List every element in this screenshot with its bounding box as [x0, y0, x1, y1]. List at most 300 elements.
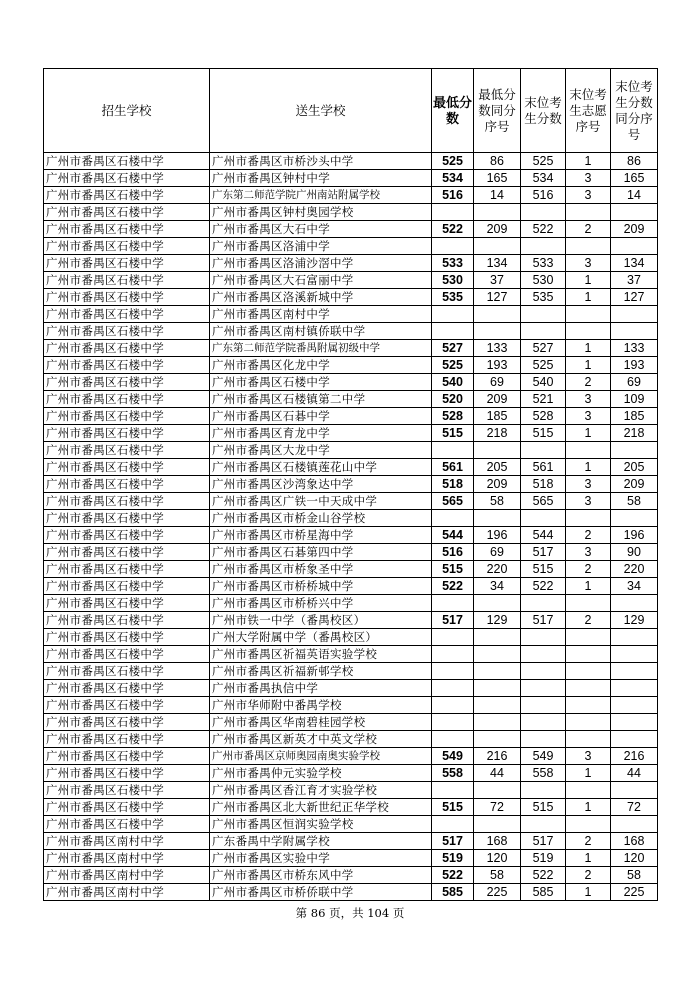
- sending-school-cell: 广州市番禺区市桥侨联中学: [210, 884, 432, 901]
- min-score-rank-cell: [474, 782, 521, 799]
- last-choice-order-cell: [566, 442, 611, 459]
- min-score-cell: 534: [432, 170, 474, 187]
- last-score-cell: 535: [521, 289, 566, 306]
- min-score-cell: [432, 238, 474, 255]
- min-score-cell: 549: [432, 748, 474, 765]
- last-score-rank-cell: 58: [611, 867, 658, 884]
- enrolling-school-cell: 广州市番禺区石楼中学: [44, 459, 210, 476]
- min-score-cell: 533: [432, 255, 474, 272]
- last-score-cell: 533: [521, 255, 566, 272]
- enrolling-school-cell: 广州市番禺区石楼中学: [44, 323, 210, 340]
- min-score-cell: 522: [432, 867, 474, 884]
- last-choice-order-cell: 1: [566, 425, 611, 442]
- min-score-cell: [432, 816, 474, 833]
- enrolling-school-cell: 广州市番禺区石楼中学: [44, 544, 210, 561]
- enrolling-school-cell: 广州市番禺区石楼中学: [44, 442, 210, 459]
- enrolling-school-cell: 广州市番禺区石楼中学: [44, 510, 210, 527]
- last-score-cell: 561: [521, 459, 566, 476]
- min-score-cell: 517: [432, 833, 474, 850]
- last-choice-order-cell: 3: [566, 544, 611, 561]
- last-score-rank-cell: 44: [611, 765, 658, 782]
- min-score-cell: 535: [432, 289, 474, 306]
- min-score-cell: 522: [432, 578, 474, 595]
- table-row: [44, 442, 658, 459]
- enrolling-school-cell: 广州市番禺区南村中学: [44, 850, 210, 867]
- last-score-rank-cell: 37: [611, 272, 658, 289]
- last-score-cell: [521, 510, 566, 527]
- enrolling-school-cell: 广州市番禺区石楼中学: [44, 476, 210, 493]
- last-choice-order-cell: [566, 323, 611, 340]
- table-header-row: [44, 69, 658, 153]
- table-row: [44, 595, 658, 612]
- min-score-cell: 517: [432, 612, 474, 629]
- min-score-cell: 544: [432, 527, 474, 544]
- table-row: [44, 374, 658, 391]
- last-score-rank-cell: 14: [611, 187, 658, 204]
- sending-school-cell: 广州市番禺区祈福英语实验学校: [210, 646, 432, 663]
- admission-table: [43, 68, 658, 901]
- last-choice-order-cell: [566, 680, 611, 697]
- sending-school-cell: 广州市番禺区华南碧桂园学校: [210, 714, 432, 731]
- enrolling-school-cell: 广州市番禺区石楼中学: [44, 357, 210, 374]
- min-score-rank-cell: 127: [474, 289, 521, 306]
- table-row: [44, 391, 658, 408]
- last-score-rank-cell: [611, 238, 658, 255]
- table-row: [44, 221, 658, 238]
- min-score-rank-cell: [474, 442, 521, 459]
- enrolling-school-cell: 广州市番禺区石楼中学: [44, 612, 210, 629]
- last-score-cell: 540: [521, 374, 566, 391]
- last-score-rank-cell: 69: [611, 374, 658, 391]
- sending-school-cell: 广州市番禺区钟村中学: [210, 170, 432, 187]
- sending-school-cell: 广东番禺中学附属学校: [210, 833, 432, 850]
- sending-school-cell: 广州市番禺区北大新世纪正华学校: [210, 799, 432, 816]
- min-score-cell: [432, 697, 474, 714]
- min-score-rank-cell: 220: [474, 561, 521, 578]
- sending-school-cell: 广州市华师附中番禺学校: [210, 697, 432, 714]
- sending-school-cell: 广州市番禺区洛浦中学: [210, 238, 432, 255]
- last-choice-order-cell: [566, 306, 611, 323]
- header-sending-school: 送生学校: [210, 69, 432, 153]
- last-score-cell: 585: [521, 884, 566, 901]
- last-score-rank-cell: 205: [611, 459, 658, 476]
- min-score-cell: [432, 782, 474, 799]
- last-score-cell: [521, 663, 566, 680]
- table-row: [44, 612, 658, 629]
- enrolling-school-cell: 广州市番禺区石楼中学: [44, 221, 210, 238]
- min-score-rank-cell: 69: [474, 544, 521, 561]
- min-score-rank-cell: 58: [474, 493, 521, 510]
- table-row: [44, 544, 658, 561]
- min-score-cell: 528: [432, 408, 474, 425]
- last-score-rank-cell: [611, 680, 658, 697]
- header-last-score: 末位考生分数: [521, 69, 566, 153]
- last-score-cell: 517: [521, 544, 566, 561]
- sending-school-cell: 广州市番禺区香江育才实验学校: [210, 782, 432, 799]
- last-score-cell: 519: [521, 850, 566, 867]
- sending-school-cell: 广州市番禺区化龙中学: [210, 357, 432, 374]
- table-row: [44, 731, 658, 748]
- last-choice-order-cell: 3: [566, 748, 611, 765]
- last-choice-order-cell: [566, 782, 611, 799]
- last-score-rank-cell: 129: [611, 612, 658, 629]
- last-score-rank-cell: 218: [611, 425, 658, 442]
- table-row: [44, 272, 658, 289]
- last-choice-order-cell: [566, 595, 611, 612]
- min-score-cell: 558: [432, 765, 474, 782]
- last-score-rank-cell: [611, 629, 658, 646]
- enrolling-school-cell: 广州市番禺区石楼中学: [44, 187, 210, 204]
- min-score-rank-cell: 216: [474, 748, 521, 765]
- last-score-cell: [521, 816, 566, 833]
- table-row: [44, 578, 658, 595]
- last-score-cell: [521, 697, 566, 714]
- last-score-rank-cell: [611, 204, 658, 221]
- table-row: [44, 255, 658, 272]
- last-score-rank-cell: 34: [611, 578, 658, 595]
- min-score-cell: 515: [432, 425, 474, 442]
- last-score-rank-cell: [611, 731, 658, 748]
- sending-school-cell: 广州市番禺区市桥象圣中学: [210, 561, 432, 578]
- last-choice-order-cell: 1: [566, 799, 611, 816]
- last-choice-order-cell: 1: [566, 357, 611, 374]
- min-score-rank-cell: [474, 629, 521, 646]
- table-row: [44, 867, 658, 884]
- last-score-rank-cell: 209: [611, 221, 658, 238]
- last-score-rank-cell: [611, 816, 658, 833]
- sending-school-cell: 广州市番禺区钟村奥园学校: [210, 204, 432, 221]
- last-choice-order-cell: 3: [566, 170, 611, 187]
- last-score-rank-cell: 196: [611, 527, 658, 544]
- table-row: [44, 238, 658, 255]
- last-score-rank-cell: 220: [611, 561, 658, 578]
- sending-school-cell: 广州市番禺区京师奥园南奥实验学校: [210, 748, 432, 765]
- min-score-rank-cell: [474, 714, 521, 731]
- sending-school-cell: 广州市番禺仲元实验学校: [210, 765, 432, 782]
- last-score-rank-cell: 72: [611, 799, 658, 816]
- enrolling-school-cell: 广州市番禺区石楼中学: [44, 629, 210, 646]
- min-score-rank-cell: 134: [474, 255, 521, 272]
- min-score-cell: [432, 646, 474, 663]
- min-score-cell: 515: [432, 561, 474, 578]
- min-score-rank-cell: 209: [474, 391, 521, 408]
- min-score-cell: 530: [432, 272, 474, 289]
- last-score-cell: 527: [521, 340, 566, 357]
- enrolling-school-cell: 广州市番禺区石楼中学: [44, 374, 210, 391]
- sending-school-cell: 广州市番禺区广铁一中天成中学: [210, 493, 432, 510]
- min-score-cell: 565: [432, 493, 474, 510]
- last-choice-order-cell: 1: [566, 850, 611, 867]
- last-choice-order-cell: 1: [566, 153, 611, 170]
- last-score-rank-cell: 58: [611, 493, 658, 510]
- last-score-rank-cell: [611, 714, 658, 731]
- header-min-score: 最低分数: [432, 69, 474, 153]
- last-score-rank-cell: 193: [611, 357, 658, 374]
- min-score-cell: 516: [432, 187, 474, 204]
- min-score-rank-cell: 205: [474, 459, 521, 476]
- sending-school-cell: 广州市番禺区沙湾象达中学: [210, 476, 432, 493]
- min-score-cell: 525: [432, 357, 474, 374]
- min-score-cell: 527: [432, 340, 474, 357]
- table-row: [44, 561, 658, 578]
- table-row: [44, 646, 658, 663]
- min-score-rank-cell: [474, 816, 521, 833]
- sending-school-cell: 广州市番禺区石碁第四中学: [210, 544, 432, 561]
- last-score-rank-cell: [611, 697, 658, 714]
- enrolling-school-cell: 广州市番禺区石楼中学: [44, 595, 210, 612]
- enrolling-school-cell: 广州市番禺区石楼中学: [44, 697, 210, 714]
- table-row: [44, 476, 658, 493]
- enrolling-school-cell: 广州市番禺区石楼中学: [44, 663, 210, 680]
- min-score-rank-cell: 129: [474, 612, 521, 629]
- sending-school-cell: 广州市番禺区市桥金山谷学校: [210, 510, 432, 527]
- table-row: [44, 714, 658, 731]
- last-choice-order-cell: [566, 629, 611, 646]
- sending-school-cell: 广州市番禺区祈福新邨学校: [210, 663, 432, 680]
- last-choice-order-cell: 1: [566, 884, 611, 901]
- last-score-rank-cell: [611, 595, 658, 612]
- table-row: [44, 306, 658, 323]
- min-score-rank-cell: 133: [474, 340, 521, 357]
- enrolling-school-cell: 广州市番禺区石楼中学: [44, 527, 210, 544]
- last-choice-order-cell: [566, 510, 611, 527]
- min-score-cell: [432, 714, 474, 731]
- last-score-cell: 521: [521, 391, 566, 408]
- enrolling-school-cell: 广州市番禺区石楼中学: [44, 799, 210, 816]
- table-row: [44, 782, 658, 799]
- min-score-rank-cell: 209: [474, 476, 521, 493]
- last-score-rank-cell: 120: [611, 850, 658, 867]
- min-score-rank-cell: [474, 323, 521, 340]
- sending-school-cell: 广州市番禺区市桥沙头中学: [210, 153, 432, 170]
- table-row: [44, 850, 658, 867]
- last-score-cell: 558: [521, 765, 566, 782]
- last-score-rank-cell: 133: [611, 340, 658, 357]
- min-score-rank-cell: 120: [474, 850, 521, 867]
- last-score-cell: 515: [521, 561, 566, 578]
- last-score-rank-cell: [611, 782, 658, 799]
- min-score-rank-cell: [474, 680, 521, 697]
- sending-school-cell: 广州市番禺区石楼镇莲花山中学: [210, 459, 432, 476]
- sending-school-cell: 广州市番禺区洛溪新城中学: [210, 289, 432, 306]
- enrolling-school-cell: 广州市番禺区石楼中学: [44, 493, 210, 510]
- min-score-cell: 525: [432, 153, 474, 170]
- last-score-cell: [521, 442, 566, 459]
- last-choice-order-cell: [566, 714, 611, 731]
- last-score-rank-cell: 165: [611, 170, 658, 187]
- last-choice-order-cell: 3: [566, 187, 611, 204]
- sending-school-cell: 广州市番禺区实验中学: [210, 850, 432, 867]
- last-score-rank-cell: [611, 323, 658, 340]
- min-score-cell: 515: [432, 799, 474, 816]
- table-row: [44, 425, 658, 442]
- last-score-cell: [521, 680, 566, 697]
- enrolling-school-cell: 广州市番禺区南村中学: [44, 884, 210, 901]
- table-row: [44, 408, 658, 425]
- sending-school-cell: 广东第二师范学院广州南站附属学校: [210, 187, 432, 204]
- table-row: [44, 697, 658, 714]
- enrolling-school-cell: 广州市番禺区石楼中学: [44, 731, 210, 748]
- min-score-rank-cell: 44: [474, 765, 521, 782]
- sending-school-cell: 广州市番禺区育龙中学: [210, 425, 432, 442]
- last-score-cell: 522: [521, 578, 566, 595]
- last-choice-order-cell: 3: [566, 255, 611, 272]
- sending-school-cell: 广州市番禺区石碁中学: [210, 408, 432, 425]
- last-score-rank-cell: 168: [611, 833, 658, 850]
- last-choice-order-cell: 2: [566, 374, 611, 391]
- min-score-cell: [432, 680, 474, 697]
- last-choice-order-cell: 2: [566, 867, 611, 884]
- page-footer: 第 86 页，共 104 页: [295, 906, 405, 920]
- table-row: [44, 629, 658, 646]
- sending-school-cell: 广州市番禺区洛浦沙滘中学: [210, 255, 432, 272]
- sending-school-cell: 广州市番禺区大龙中学: [210, 442, 432, 459]
- min-score-rank-cell: [474, 204, 521, 221]
- min-score-rank-cell: 86: [474, 153, 521, 170]
- last-score-rank-cell: 216: [611, 748, 658, 765]
- last-score-cell: [521, 629, 566, 646]
- sending-school-cell: 广州市番禺区市桥桥城中学: [210, 578, 432, 595]
- table-row: [44, 884, 658, 901]
- min-score-rank-cell: 185: [474, 408, 521, 425]
- table-row: [44, 289, 658, 306]
- header-min-score-rank: 最低分数同分序号: [474, 69, 521, 153]
- last-score-cell: [521, 306, 566, 323]
- last-score-cell: [521, 714, 566, 731]
- last-choice-order-cell: 2: [566, 221, 611, 238]
- enrolling-school-cell: 广州市番禺区石楼中学: [44, 340, 210, 357]
- last-score-cell: 517: [521, 612, 566, 629]
- min-score-cell: [432, 731, 474, 748]
- min-score-cell: 520: [432, 391, 474, 408]
- min-score-rank-cell: 37: [474, 272, 521, 289]
- min-score-cell: [432, 663, 474, 680]
- enrolling-school-cell: 广州市番禺区石楼中学: [44, 153, 210, 170]
- last-score-cell: [521, 238, 566, 255]
- min-score-cell: 540: [432, 374, 474, 391]
- last-score-cell: [521, 731, 566, 748]
- last-choice-order-cell: 1: [566, 459, 611, 476]
- table-row: [44, 459, 658, 476]
- last-score-rank-cell: 225: [611, 884, 658, 901]
- min-score-rank-cell: 72: [474, 799, 521, 816]
- table-row: [44, 680, 658, 697]
- last-choice-order-cell: 1: [566, 272, 611, 289]
- last-score-cell: 518: [521, 476, 566, 493]
- last-choice-order-cell: [566, 731, 611, 748]
- table-row: [44, 510, 658, 527]
- min-score-rank-cell: 34: [474, 578, 521, 595]
- last-choice-order-cell: 3: [566, 391, 611, 408]
- enrolling-school-cell: 广州市番禺区石楼中学: [44, 289, 210, 306]
- min-score-rank-cell: 218: [474, 425, 521, 442]
- min-score-rank-cell: 193: [474, 357, 521, 374]
- last-choice-order-cell: 2: [566, 561, 611, 578]
- last-score-cell: 549: [521, 748, 566, 765]
- enrolling-school-cell: 广州市番禺区石楼中学: [44, 425, 210, 442]
- last-choice-order-cell: [566, 646, 611, 663]
- sending-school-cell: 广州市番禺区南村镇侨联中学: [210, 323, 432, 340]
- last-score-cell: 516: [521, 187, 566, 204]
- enrolling-school-cell: 广州市番禺区石楼中学: [44, 561, 210, 578]
- sending-school-cell: 广州市番禺区市桥桥兴中学: [210, 595, 432, 612]
- min-score-cell: [432, 510, 474, 527]
- enrolling-school-cell: 广州市番禺区南村中学: [44, 833, 210, 850]
- last-choice-order-cell: 1: [566, 765, 611, 782]
- min-score-rank-cell: [474, 646, 521, 663]
- min-score-cell: [432, 629, 474, 646]
- sending-school-cell: 广州市番禺执信中学: [210, 680, 432, 697]
- last-score-cell: [521, 782, 566, 799]
- table-row: [44, 357, 658, 374]
- min-score-rank-cell: 168: [474, 833, 521, 850]
- table-row: [44, 493, 658, 510]
- table-row: [44, 153, 658, 170]
- min-score-cell: 516: [432, 544, 474, 561]
- sending-school-cell: 广州大学附属中学（番禺校区）: [210, 629, 432, 646]
- last-choice-order-cell: [566, 663, 611, 680]
- last-choice-order-cell: 1: [566, 289, 611, 306]
- enrolling-school-cell: 广州市番禺区石楼中学: [44, 714, 210, 731]
- last-choice-order-cell: 3: [566, 493, 611, 510]
- last-score-rank-cell: [611, 306, 658, 323]
- table-row: [44, 204, 658, 221]
- min-score-cell: 522: [432, 221, 474, 238]
- last-score-rank-cell: 185: [611, 408, 658, 425]
- min-score-cell: [432, 323, 474, 340]
- min-score-rank-cell: 196: [474, 527, 521, 544]
- last-score-rank-cell: 209: [611, 476, 658, 493]
- last-score-rank-cell: 86: [611, 153, 658, 170]
- last-score-rank-cell: [611, 510, 658, 527]
- sending-school-cell: 广州市番禺区大石中学: [210, 221, 432, 238]
- last-score-cell: 544: [521, 527, 566, 544]
- last-choice-order-cell: [566, 816, 611, 833]
- sending-school-cell: 广州市番禺区大石富丽中学: [210, 272, 432, 289]
- last-score-cell: [521, 646, 566, 663]
- enrolling-school-cell: 广州市番禺区石楼中学: [44, 306, 210, 323]
- last-score-rank-cell: [611, 442, 658, 459]
- enrolling-school-cell: 广州市番禺区石楼中学: [44, 782, 210, 799]
- last-choice-order-cell: 2: [566, 527, 611, 544]
- sending-school-cell: 广州市番禺区石楼中学: [210, 374, 432, 391]
- min-score-rank-cell: [474, 306, 521, 323]
- min-score-rank-cell: 209: [474, 221, 521, 238]
- table-row: [44, 816, 658, 833]
- last-score-rank-cell: [611, 646, 658, 663]
- last-choice-order-cell: 3: [566, 408, 611, 425]
- enrolling-school-cell: 广州市番禺区石楼中学: [44, 748, 210, 765]
- sending-school-cell: 广州市番禺区石楼镇第二中学: [210, 391, 432, 408]
- enrolling-school-cell: 广州市番禺区石楼中学: [44, 646, 210, 663]
- last-score-cell: 565: [521, 493, 566, 510]
- min-score-cell: 519: [432, 850, 474, 867]
- sending-school-cell: 广州市番禺区市桥东风中学: [210, 867, 432, 884]
- header-enrolling-school: 招生学校: [44, 69, 210, 153]
- enrolling-school-cell: 广州市番禺区石楼中学: [44, 170, 210, 187]
- last-choice-order-cell: [566, 697, 611, 714]
- enrolling-school-cell: 广州市番禺区石楼中学: [44, 391, 210, 408]
- sending-school-cell: 广州市番禺区市桥星海中学: [210, 527, 432, 544]
- last-score-cell: 525: [521, 357, 566, 374]
- enrolling-school-cell: 广州市番禺区石楼中学: [44, 408, 210, 425]
- min-score-cell: 561: [432, 459, 474, 476]
- sending-school-cell: 广州市番禺区新英才中英文学校: [210, 731, 432, 748]
- enrolling-school-cell: 广州市番禺区石楼中学: [44, 255, 210, 272]
- min-score-rank-cell: [474, 697, 521, 714]
- last-score-cell: 522: [521, 221, 566, 238]
- header-last-choice-order: 末位考生志愿序号: [566, 69, 611, 153]
